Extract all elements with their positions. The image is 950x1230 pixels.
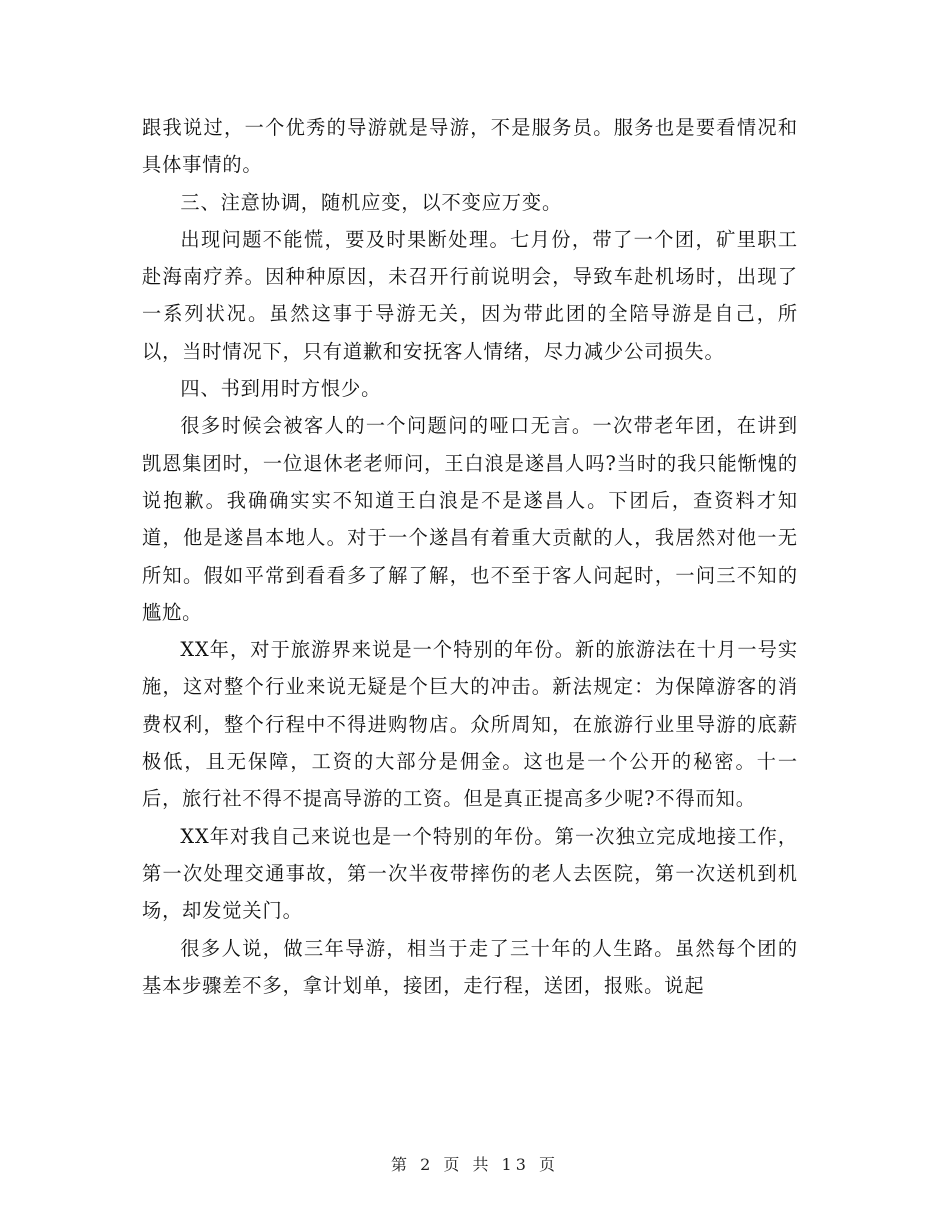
paragraph-1: 跟我说过，一个优秀的导游就是导游，不是服务员。服务也是要看情况和具体事情的。 <box>142 116 798 177</box>
page-footer: 第 2 页 共 13 页 <box>391 1155 559 1174</box>
paragraph-8: 很多人说，做三年导游，相当于走了三十年的人生路。虽然每个团的基本步骤差不多，拿计划单，接团，走行程，送团，报账。说起 <box>142 936 798 997</box>
document-body <box>142 109 798 1004</box>
paragraph-6: XX年，对于旅游界来说是一个特别的年份。新的旅游法在十月一号实施，这对整个行业来说无疑是个巨大的冲击。新法规定：为保障游客的消费权利，整个行程中不得进购物店。众所周知，在旅游行业里导游的底薪极低，且无保障，工资的大部分是佣金。这也是一个公开的秘密。十一后，旅行社不得不提高导游的工资。但是真正提高多少呢?不得而知。 <box>142 638 798 811</box>
paragraph-7: XX年对我自己来说也是一个特别的年份。第一次独立完成地接工作，第一次处理交通事故，第一次半夜带摔伤的老人去医院，第一次送机到机场，却发觉关门。 <box>142 824 798 923</box>
paragraph-4-heading: 四、书到用时方恨少。 <box>180 377 382 401</box>
paragraph-2-heading: 三、注意协调，随机应变，以不变应万变。 <box>180 190 563 214</box>
paragraph-3: 出现问题不能慌，要及时果断处理。七月份，带了一个团，矿里职工赴海南疗养。因种种原因，未召开行前说明会，导致车赴机场时，出现了一系列状况。虽然这事于导游无关，因为带此团的全陪导游是自己，所以，当时情况下，只有道歉和安抚客人情绪，尽力减少公司损失。 <box>142 227 798 363</box>
paragraph-5: 很多时候会被客人的一个问题问的哑口无言。一次带老年团，在讲到凯恩集团时，一位退休老老师问，王白浪是遂昌人吗?当时的我只能惭愧的说抱歉。我确确实实不知道王白浪是不是遂昌人。下团后，查资料才知道，他是遂昌本地人。对于一个遂昌有着重大贡献的人，我居然对他一无所知。假如平常到看看多了解了解，也不至于客人问起时，一问三不知的尴尬。 <box>142 414 798 624</box>
